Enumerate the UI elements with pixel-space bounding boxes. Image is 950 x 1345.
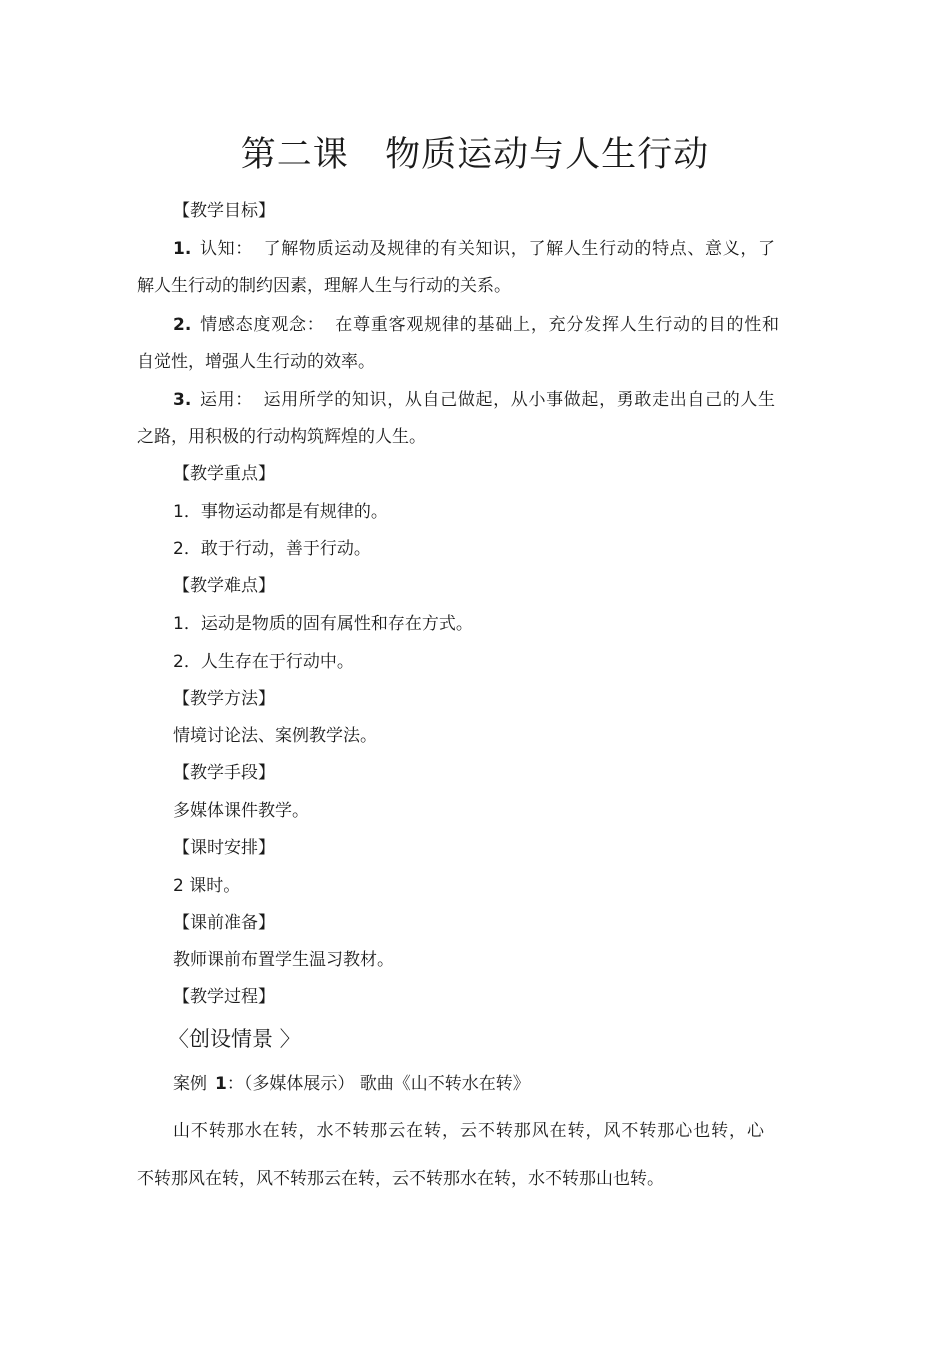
section-title-scenario: 〈创设情景 〉	[168, 1027, 301, 1051]
objective-item-3-num: 3.	[173, 390, 192, 410]
objective-item-2-line-2: 自觉性，增强人生行动的效率。	[137, 352, 375, 372]
case-1-line	[173, 1072, 530, 1096]
means-text: 多媒体课件教学。	[173, 801, 309, 821]
difficulty-item-1: 1．运动是物质的固有属性和存在方式。	[173, 614, 473, 634]
case-number: 1	[215, 1074, 227, 1094]
lesson-title: 第二课 物质运动与人生行动	[240, 135, 710, 175]
difficulties-heading: 【教学难点】	[173, 576, 275, 596]
schedule-heading: 【课时安排】	[173, 838, 275, 858]
case-label: 案例	[173, 1074, 207, 1094]
method-heading: 【教学方法】	[173, 689, 275, 709]
case-text: ：（多媒体展示） 歌曲《山不转水在转》	[226, 1074, 530, 1094]
objective-item-3-line-2: 之路，用积极的行动构筑辉煌的人生。	[137, 427, 426, 447]
preparation-heading: 【课前准备】	[173, 913, 275, 933]
objective-item-2-num: 2.	[173, 315, 192, 335]
objective-item-2-text: 在尊重客观规律的基础上，充分发挥人生行动的目的性和	[334, 315, 780, 335]
means-heading: 【教学手段】	[173, 763, 275, 783]
process-heading: 【教学过程】	[173, 987, 275, 1007]
objective-item-1-line-2: 解人生行动的制约因素，理解人生与行动的关系。	[137, 276, 511, 296]
difficulty-item-2: 2．人生存在于行动中。	[173, 652, 354, 672]
lyrics-line-2: 不转那风在转，风不转那云在转，云不转那水在转，水不转那山也转。	[137, 1169, 664, 1189]
objective-item-1-text: 了解物质运动及规律的有关知识，了解人生行动的特点、意义，了	[262, 239, 776, 259]
objective-item-3-line-1	[173, 388, 775, 412]
key-point-item-2: 2．敢于行动，善于行动。	[173, 539, 371, 559]
objective-item-3-text: 运用所学的知识，从自己做起，从小事做起，勇敢走出自己的人生	[262, 390, 776, 410]
schedule-text: 2 课时。	[173, 876, 241, 896]
key-point-item-1: 1．事物运动都是有规律的。	[173, 502, 388, 522]
preparation-text: 教师课前布置学生温习教材。	[173, 950, 394, 970]
key-points-heading: 【教学重点】	[173, 464, 275, 484]
objective-item-1-line-1	[173, 237, 775, 261]
method-text: 情境讨论法、案例教学法。	[173, 726, 377, 746]
objective-item-2-label: 情感态度观念：	[199, 315, 325, 335]
objective-item-3-label: 运用：	[199, 390, 253, 410]
objective-item-1-num: 1.	[173, 239, 192, 259]
objective-item-2-line-1	[173, 313, 779, 337]
objectives-heading: 【教学目标】	[173, 201, 275, 221]
lyrics-line-1: 山不转那水在转，水不转那云在转，云不转那风在转，风不转那心也转，心	[173, 1121, 764, 1141]
objective-item-1-label: 认知：	[199, 239, 253, 259]
